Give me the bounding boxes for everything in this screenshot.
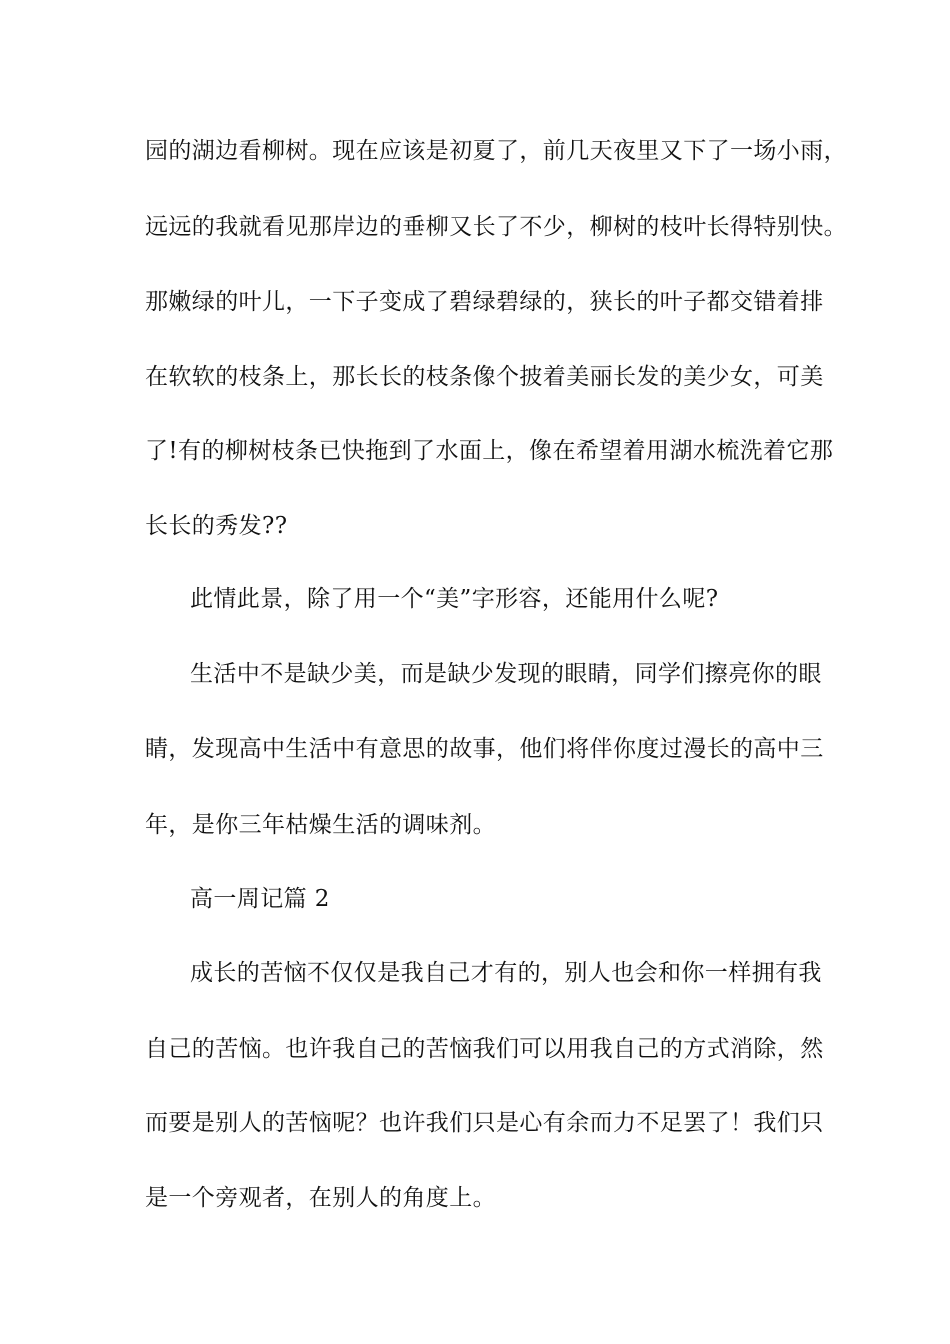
- paragraph-first-line: 生活中不是缺少美，而是缺少发现的眼睛，同学们擦亮你的眼: [190, 661, 822, 687]
- text-line: 而要是别人的苦恼呢？也许我们只是心有余而力不足罢了！我们只: [145, 1110, 824, 1136]
- text-line: 是一个旁观者，在别人的角度上。: [145, 1185, 496, 1211]
- text-line: 园的湖边看柳树。现在应该是初夏了，前几天夜里又下了一场小雨，: [145, 138, 847, 164]
- text-line: 睛，发现高中生活中有意思的故事，他们将伴你度过漫长的高中三: [145, 736, 824, 762]
- text-line: 在软软的枝条上，那长长的枝条像个披着美丽长发的美少女，可美: [145, 364, 824, 390]
- text-line: 自己的苦恼。也许我自己的苦恼我们可以用我自己的方式消除，然: [145, 1036, 824, 1062]
- section-heading: 高一周记篇 2: [190, 886, 330, 912]
- text-line: 了!有的柳树枝条已快拖到了水面上，像在希望着用湖水梳洗着它那: [145, 438, 834, 464]
- paragraph-first-line: 成长的苦恼不仅仅是我自己才有的，别人也会和你一样拥有我: [190, 960, 822, 986]
- text-line: 长长的秀发??: [145, 513, 288, 539]
- text-line: 年，是你三年枯燥生活的调味剂。: [145, 812, 496, 838]
- text-line: 远远的我就看见那岸边的垂柳又长了不少，柳树的枝叶长得特别快。: [145, 214, 847, 240]
- text-line: 那嫩绿的叶儿，一下子变成了碧绿碧绿的，狭长的叶子都交错着排: [145, 289, 824, 315]
- paragraph-first-line: 此情此景，除了用一个“美”字形容，还能用什么呢?: [190, 586, 719, 612]
